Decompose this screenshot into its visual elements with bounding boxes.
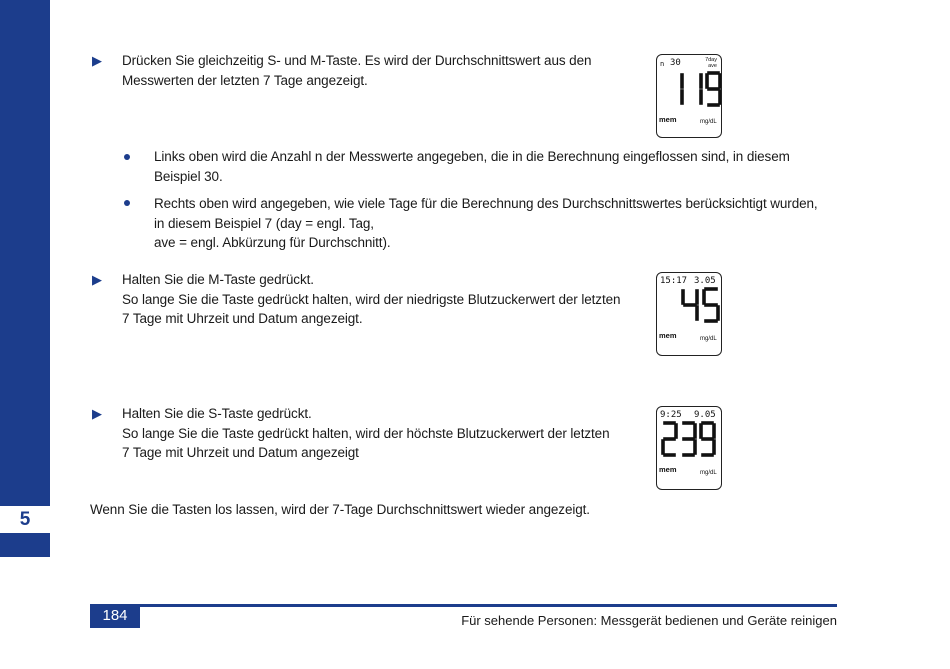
bullet-icon — [124, 200, 130, 206]
step-1-line-1: Drücken Sie gleichzeitig S- und M-Taste. Es wird der Durchschnittswert aus den — [122, 53, 592, 68]
display-unit: mg/dL — [700, 470, 717, 476]
display-n-label: n — [660, 60, 665, 68]
arrow-icon: ▶ — [92, 272, 102, 287]
step-3-line-1: Halten Sie die S-Taste gedrückt. — [122, 406, 312, 421]
display-mem-label: mem — [659, 115, 677, 124]
display-unit: mg/dL — [700, 336, 717, 342]
display-mem-label: mem — [659, 465, 677, 474]
arrow-icon: ▶ — [92, 406, 102, 421]
meter-display-average — [656, 54, 722, 138]
display-value-digits — [657, 407, 721, 489]
bullet-2-line-2: in diesem Beispiel 7 (day = engl. Tag, — [154, 215, 374, 231]
bullet-1-line-1: Links oben wird die Anzahl n der Messwerte angegeben, die in die Berechnung eingeflossen sind, in diesem — [154, 149, 790, 164]
display-ave-label: ave — [708, 63, 717, 69]
display-date: 3.05 — [694, 276, 716, 286]
chapter-sidebar-top — [0, 0, 50, 506]
bullet-2-line-1: Rechts oben wird angegeben, wie viele Tage für die Berechnung des Durchschnittswertes berücksichtigt wurden, — [154, 196, 818, 211]
display-unit: mg/dL — [700, 119, 717, 125]
step-2-line-3: 7 Tage mit Uhrzeit und Datum angezeigt. — [122, 311, 363, 326]
display-count: 30 — [670, 58, 681, 68]
display-date: 9.05 — [694, 410, 716, 420]
page-number: 184 — [90, 604, 140, 628]
bullet-2-line-3: ave = engl. Abkürzung für Durchschnitt). — [154, 235, 391, 250]
closing-text: Wenn Sie die Tasten los lassen, wird der 7-Tage Durchschnittswert wieder angezeigt. — [90, 502, 590, 517]
display-value-digits — [657, 273, 721, 355]
step-1-line-2: Messwerten der letzten 7 Tage angezeigt. — [122, 72, 368, 88]
footer-rule — [90, 604, 837, 607]
display-day-label: 7day — [705, 57, 717, 63]
footer-title: Für sehende Personen: Messgerät bedienen und Geräte reinigen — [461, 613, 837, 628]
chapter-sidebar-bottom — [0, 533, 50, 557]
chapter-number: 5 — [19, 509, 31, 530]
arrow-icon: ▶ — [92, 53, 102, 68]
meter-display-highest — [656, 406, 722, 490]
step-3-line-3: 7 Tage mit Uhrzeit und Datum angezeigt — [122, 445, 359, 460]
bullet-1-line-2: Beispiel 30. — [154, 168, 223, 184]
step-3-line-2: So lange Sie die Taste gedrückt halten, wird der höchste Blutzuckerwert der letzten — [122, 425, 610, 441]
display-time: 9:25 — [660, 410, 682, 420]
meter-display-lowest — [656, 272, 722, 356]
display-mem-label: mem — [659, 331, 677, 340]
step-2-line-2: So lange Sie die Taste gedrückt halten, wird der niedrigste Blutzuckerwert der letzten — [122, 291, 621, 307]
display-time: 15:17 — [660, 276, 688, 286]
bullet-icon — [124, 154, 130, 160]
step-2-line-1: Halten Sie die M-Taste gedrückt. — [122, 272, 314, 287]
